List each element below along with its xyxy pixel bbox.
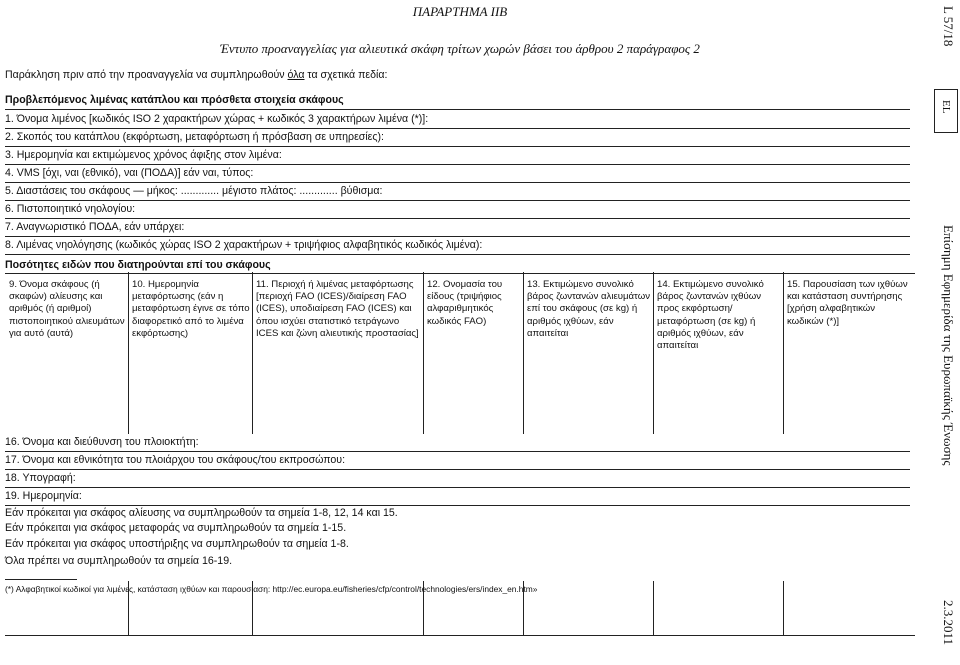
column-header-transhipment-date: 10. Ημερομηνία μεταφόρτωσης (εάν η μεταφόρτωση έγινε σε τόπο διαφορετικό από το λιμένα εκφόρτωσης) bbox=[132, 279, 250, 339]
publication-date: 2.3.2011 bbox=[941, 600, 956, 646]
field-arrival-date: 3. Ημερομηνία και εκτιμώμενος χρόνος άφιξης στον λιμένα: bbox=[5, 147, 910, 165]
instruction-text: Παράκληση πριν από την προαναγγελία να συμπληρωθούν όλα τα σχετικά πεδία: bbox=[5, 69, 388, 81]
side-margin bbox=[920, 0, 921, 665]
annex-title: ΠΑΡΑΡΤΗΜΑ IIB bbox=[412, 4, 508, 19]
column-header-presentation: 15. Παρουσίαση των ιχθύων και κατάσταση συντήρησης [χρήση αλφαβητικών κωδικών (*)] bbox=[787, 279, 908, 327]
field-vms: 4. VMS [όχι, ναι (εθνικό), ναι (ΠΟΔΑ)] εάν ναι, τύπος: bbox=[5, 165, 910, 183]
field-owner: 16. Όνομα και διεύθυνση του πλοιοκτήτη: bbox=[5, 434, 910, 452]
note-fishing-vessel: Εάν πρόκειται για σκάφος αλίευσης να συμπληρωθούν τα σημεία 1-8, 12, 14 και 15. bbox=[5, 507, 398, 519]
note-transport-vessel: Εάν πρόκειται για σκάφος μεταφοράς να συμπληρωθούν τα σημεία 1-15. bbox=[5, 522, 347, 534]
catch-heading: Ποσότητες ειδών που διατηρούνται επί του σκάφους bbox=[5, 259, 271, 271]
field-rfmo-id: 7. Αναγνωριστικό ΠΟΔΑ, εάν υπάρχει: bbox=[5, 219, 910, 237]
field-purpose: 2. Σκοπός του κατάπλου (εκφόρτωση, μεταφόρτωση ή πρόσβαση σε υπηρεσίες): bbox=[5, 129, 910, 147]
table-top-rule bbox=[5, 273, 915, 274]
column-header-weight-landed: 14. Εκτιμώμενο συνολικό βάρος ζωντανών ιχθύων προς εκφόρτωση/μεταφόρτωση (σε kg) ή αριθμός ιχθύων, εάν απαιτείται bbox=[657, 279, 764, 352]
note-support-vessel: Εάν πρόκειται για σκάφος υποστήριξης να συμπληρωθούν τα σημεία 1-8. bbox=[5, 538, 349, 550]
column-header-transhipment-area: 11. Περιοχή ή λιμένας μεταφόρτωσης [περιοχή FAO (ICES)/διαίρεση FAO (ICES), υποδιαίρεση FAO (ICES) και όπου ισχύει στατιστικό τετράγωνο ICES και ζώνη αλιευτικής προστασίας] bbox=[256, 279, 419, 339]
field-signature: 18. Υπογραφή: bbox=[5, 470, 910, 488]
field-date: 19. Ημερομηνία: bbox=[5, 488, 910, 506]
language-code: EL bbox=[940, 100, 952, 114]
note-all-vessels: Όλα πρέπει να συμπληρωθούν τα σημεία 16-19. bbox=[5, 555, 233, 567]
column-header-species: 12. Ονομασία του είδους (τριψήφιος αλφαριθμητικός κωδικός FAO) bbox=[427, 279, 503, 327]
footnote-rule bbox=[5, 579, 77, 580]
form-title: Έντυπο προαναγγελίας για αλιευτικά σκάφη τρίτων χωρών βάσει του άρθρου 2 παράγραφος 2 bbox=[220, 41, 700, 56]
field-port-name: 1. Όνομα λιμένος [κωδικός ISO 2 χαρακτήρων χώρας + κωδικός 3 χαρακτήρων λιμένα (*)]: bbox=[5, 111, 910, 129]
column-header-vessel: 9. Όνομα σκάφους (ή σκαφών) αλίευσης και αριθμός (ή αριθμοί) πιστοποιητικού αλιευμάτων για αυτό (αυτά) bbox=[9, 279, 125, 339]
field-certificate: 6. Πιστοποιητικό νηολογίου: bbox=[5, 201, 910, 219]
field-dimensions: 5. Διαστάσεις του σκάφους — μήκος: ............. μέγιστο πλάτος: ............. βύθισμα: bbox=[5, 183, 910, 201]
footnote: (*) Αλφαβητικοί κωδικοί για λιμένες, κατάσταση ιχθύων και παρουσίαση: http://ec.europa.eu/fisheries/cfp/control/technologies/ers/index_en.htm» bbox=[5, 584, 538, 594]
table-bottom-rule bbox=[5, 635, 915, 636]
field-registration-port: 8. Λιμένας νηολόγησης (κωδικός χώρας ISO 2 χαρακτήρων + τριψήφιος αλφαβητικός κωδικός λιμένα): bbox=[5, 237, 910, 255]
page-reference: L 57/18 bbox=[941, 6, 956, 47]
column-header-weight-onboard: 13. Εκτιμώμενο συνολικό βάρος ζωντανών αλιευμάτων επί του σκάφους (σε kg) ή αριθμός ιχθύων, εάν απαιτείται bbox=[527, 279, 650, 339]
journal-title: Επίσημη Εφημερίδα της Ευρωπαϊκής Ένωσης bbox=[941, 225, 956, 466]
section-heading-port: Προβλεπόμενος λιμένας κατάπλου και πρόσθετα στοιχεία σκάφους bbox=[5, 92, 910, 110]
field-master: 17. Όνομα και εθνικότητα του πλοιάρχου του σκάφους/του εκπροσώπου: bbox=[5, 452, 910, 470]
